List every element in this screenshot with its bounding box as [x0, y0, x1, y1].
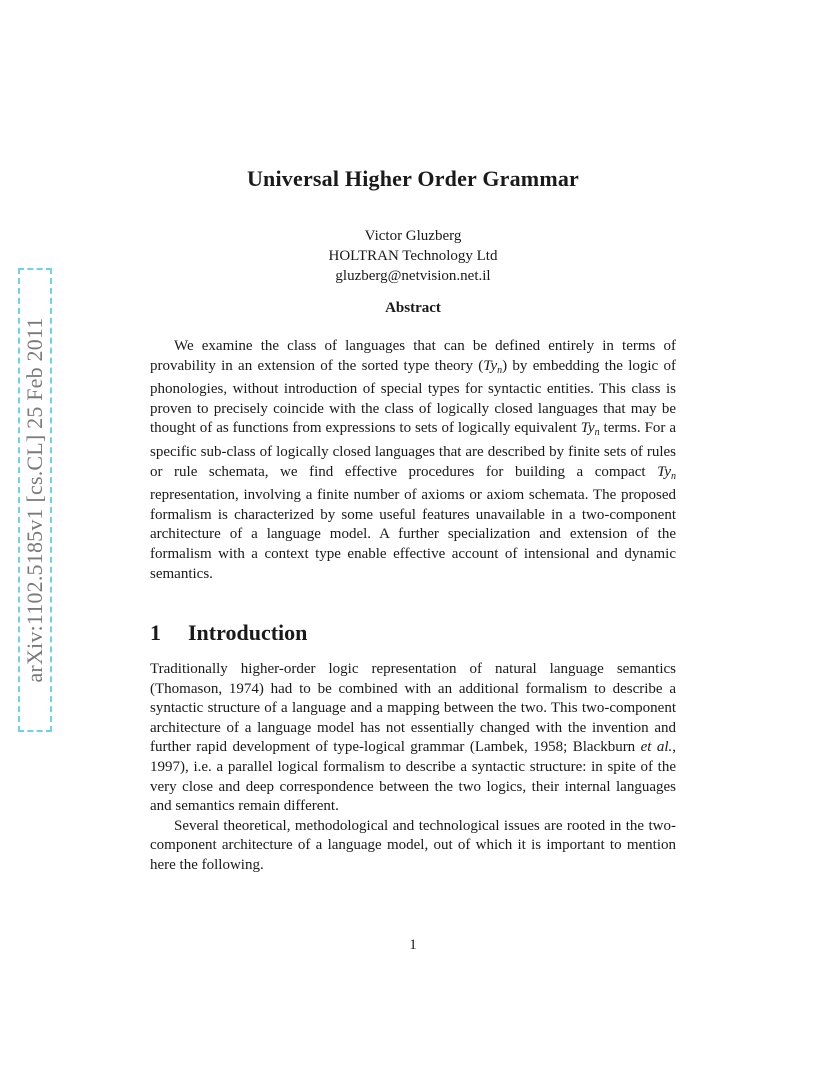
paper-title: Universal Higher Order Grammar — [246, 166, 580, 191]
section-heading — [150, 620, 307, 646]
author-affiliation: HOLTRAN Technology Ltd — [328, 248, 498, 264]
math-ty: Ty — [657, 463, 671, 480]
body-segment: Traditionally higher-order logic representation of natural language semantics (Thomason, 1974) had to be combined with an additional formalism to describe a syntactic structure of a language and a mapping between the two. This two-component architecture of a language model has not essentially changed with the invention and further rapid development of type-logical grammar (Lambek, 1958; Blackburn — [150, 661, 676, 756]
abstract-segment: representation, involving a finite number of axioms or axiom schemata. The proposed formalism is characterized by some useful features unavailable in a two-component architecture of a language model. A further specialization and extension of the formalism with a context type enable effective account of intensional and dynamic semantics. — [150, 487, 676, 582]
section-title: Introduction — [188, 620, 308, 645]
author-email: gluzberg@netvision.net.il — [335, 268, 491, 284]
math-subscript: n — [671, 470, 676, 482]
arxiv-stamp — [18, 268, 52, 732]
body-segment: , 1997), i.e. a parallel logical formalism to describe a syntactic structure: in spite of the very close and deep correspondence between the two logics, their internal languages and semantics remain different. — [150, 739, 676, 815]
page-number: 1 — [409, 937, 417, 953]
arxiv-id-label: arXiv:1102.5185v1 [cs.CL] 25 Feb 2011 — [22, 317, 47, 683]
section-body — [150, 660, 676, 876]
abstract-heading: Abstract — [385, 300, 441, 316]
author-block — [150, 226, 676, 286]
abstract-segment: We examine the class of languages that can be defined entirely in terms of provability in an extension of the sorted type theory ( — [150, 338, 676, 374]
citation-etal: et al. — [640, 739, 673, 756]
author-name: Victor Gluzberg — [364, 228, 462, 244]
abstract-segment: ) by embedding the logic of phonologies, without introduction of special types for syntactic entities. This class is proven to precisely coincide with the class of logically closed languages that may be thought of as functions from expressions to sets of logically equivalent — [150, 357, 676, 437]
section-number: 1 — [150, 620, 161, 645]
body-paragraph: Several theoretical, methodological and technological issues are rooted in the two-component architecture of a language model, out of which it is important to mention here the following. — [150, 817, 676, 873]
body-paragraph — [150, 660, 676, 817]
math-subscript: n — [594, 427, 600, 439]
math-ty: Ty — [580, 420, 595, 437]
abstract-segment: terms. For a specific sub-class of logically closed languages that are described by finite sets of rules or rule schemata, we find effective procedures for building a compact — [150, 420, 677, 480]
math-ty: Ty — [483, 357, 498, 374]
abstract-text — [150, 337, 676, 584]
math-subscript: n — [497, 364, 503, 376]
